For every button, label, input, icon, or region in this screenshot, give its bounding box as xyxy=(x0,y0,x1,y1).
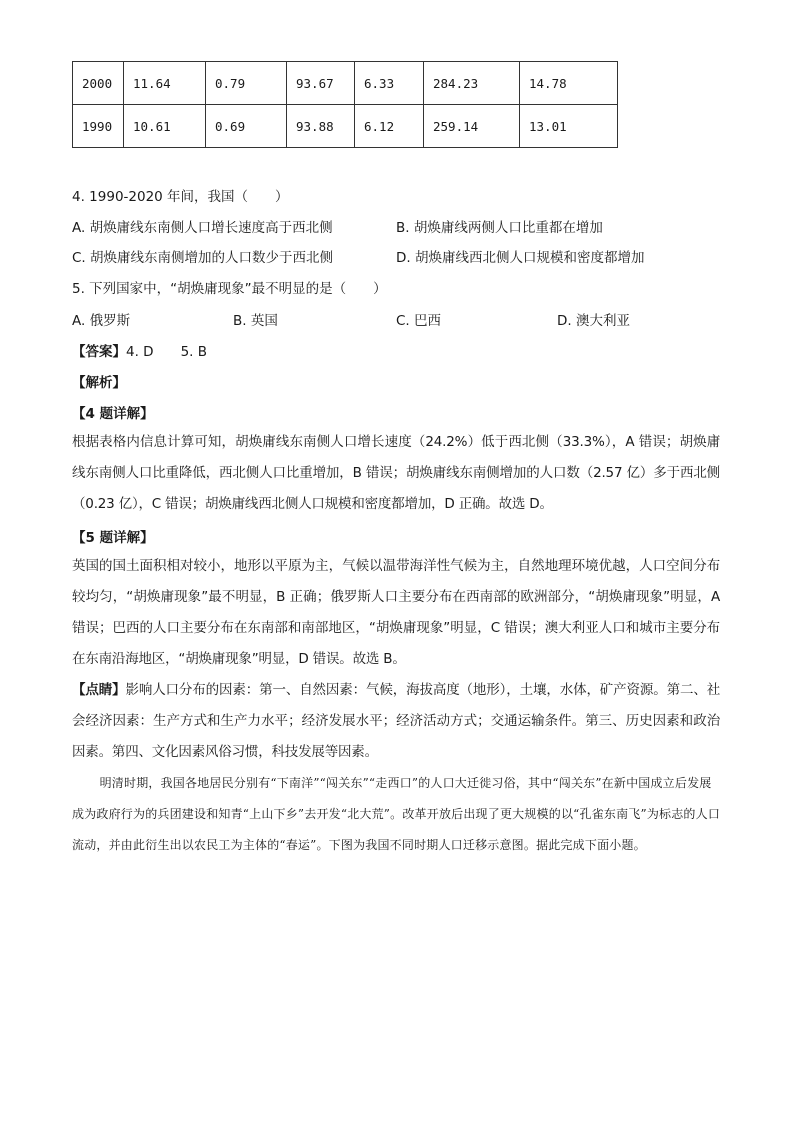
population-table xyxy=(72,61,618,148)
table-cell: 0.79 xyxy=(206,62,287,105)
detail-5-text: 英国的国土面积相对较小，地形以平原为主，气候以温带海洋性气候为主，自然地理环境优越，人口空间分布较均匀，“胡焕庸现象”最不明显，B 正确；俄罗斯人口主要分布在西南部的欧洲部分，“胡焕庸现象”明显，A 错误；巴西的人口主要分布在东南部和南部地区，“胡焕庸现象”明显，C 错误；澳大利亚人口和城市主要分布在东南沿海地区，“胡焕庸现象”明显，D 错误。故选 B。 xyxy=(72,558,720,667)
table-cell: 6.12 xyxy=(355,105,424,148)
table-cell: 13.01 xyxy=(520,105,618,148)
q4-option-d[interactable]: D. 胡焕庸线西北侧人口规模和密度都增加 xyxy=(396,250,645,266)
detail-4-text: 根据表格内信息计算可知，胡焕庸线东南侧人口增长速度（24.2%）低于西北侧（33.3%），A 错误；胡焕庸线东南侧人口比重降低，西北侧人口比重增加，B 错误；胡焕庸线东南侧增加的人口数（2.57 亿）多于西北侧（0.23 亿），C 错误；胡焕庸线西北侧人口规模和密度都增加，D 正确。故选 D。 xyxy=(72,434,720,512)
answer-label: 【答案】 xyxy=(72,344,126,360)
q5-option-d[interactable]: D. 澳大利亚 xyxy=(557,313,630,329)
table-cell: 284.23 xyxy=(424,62,520,105)
table-cell: 93.88 xyxy=(287,105,355,148)
tip-label: 【点睛】 xyxy=(72,682,126,698)
q5-option-a[interactable]: A. 俄罗斯 xyxy=(72,313,131,329)
table-cell: 14.78 xyxy=(520,62,618,105)
q5-option-c[interactable]: C. 巴西 xyxy=(396,313,442,329)
question-4-stem: 4. 1990-2020 年间，我国（ ） xyxy=(72,189,289,205)
answer-line xyxy=(72,340,207,360)
question-5-stem: 5. 下列国家中，“胡焕庸现象”最不明显的是（ ） xyxy=(72,281,387,297)
detail-5-heading: 【5 题详解】 xyxy=(72,530,154,546)
table-cell: 93.67 xyxy=(287,62,355,105)
table-cell: 1990 xyxy=(73,105,124,148)
table-row xyxy=(73,62,618,105)
table-cell: 11.64 xyxy=(124,62,206,105)
table-cell: 2000 xyxy=(73,62,124,105)
q4-option-b[interactable]: B. 胡焕庸线两侧人口比重都在增加 xyxy=(396,220,603,236)
reading-passage: 明清时期，我国各地居民分别有“下南洋”“闯关东”“走西口”的人口大迁徙习俗，其中“闯关东”在新中国成立后发展成为政府行为的兵团建设和知青“上山下乡”去开发“北大荒”。改革开放后出现了更大规模的以“孔雀东南飞”为标志的人口流动，并由此衍生出以农民工为主体的“春运”。下图为我国不同时期人口迁移示意图。据此完成下面小题。 xyxy=(72,776,721,852)
table-cell: 259.14 xyxy=(424,105,520,148)
q4-option-a[interactable]: A. 胡焕庸线东南侧人口增长速度高于西北侧 xyxy=(72,220,333,236)
table-cell: 10.61 xyxy=(124,105,206,148)
q4-option-c[interactable]: C. 胡焕庸线东南侧增加的人口数少于西北侧 xyxy=(72,250,334,266)
table-cell: 0.69 xyxy=(206,105,287,148)
q5-option-b[interactable]: B. 英国 xyxy=(233,313,278,329)
tip-text: 影响人口分布的因素：第一、自然因素：气候，海拔高度（地形），土壤，水体，矿产资源。第二、社会经济因素：生产方式和生产力水平；经济发展水平；经济活动方式；交通运输条件。第三、历史因素和政治因素。第四、文化因素风俗习惯，科技发展等因素。 xyxy=(72,682,721,760)
answer-text: 4. D 5. B xyxy=(126,344,207,360)
tip-paragraph xyxy=(72,675,720,768)
table-cell: 6.33 xyxy=(355,62,424,105)
detail-4-heading: 【4 题详解】 xyxy=(72,406,154,422)
table-row xyxy=(73,105,618,148)
analysis-heading: 【解析】 xyxy=(72,375,126,391)
